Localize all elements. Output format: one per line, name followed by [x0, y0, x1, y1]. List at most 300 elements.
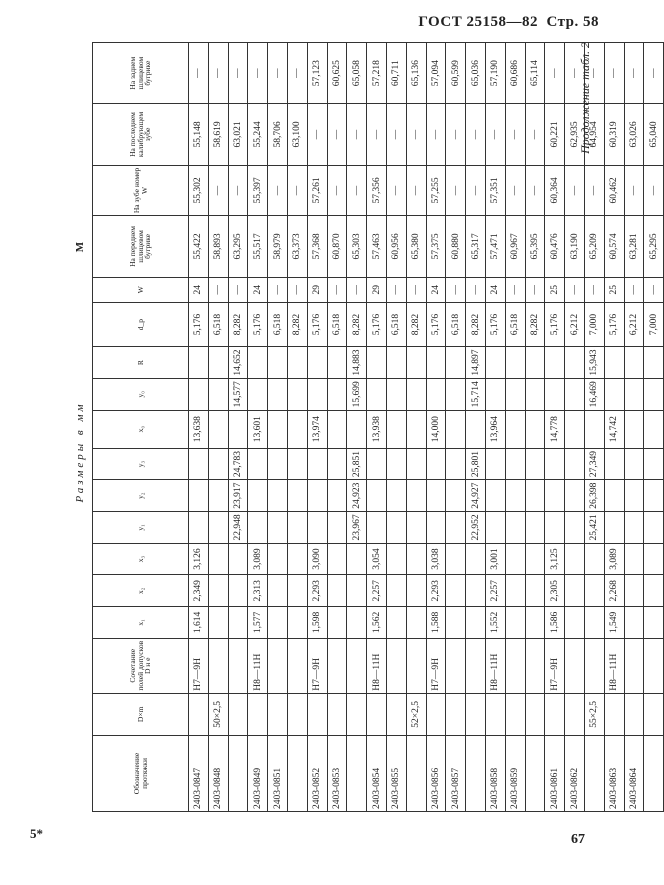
cell-designation: 2403-0854: [367, 735, 387, 811]
cell-dxm: [505, 693, 525, 735]
cell-x0: [406, 410, 426, 448]
cell-x2: [505, 575, 525, 607]
cell-y3: [268, 448, 288, 480]
cell-y2: [189, 480, 209, 512]
cell-x2: [644, 575, 664, 607]
cell-designation: [466, 735, 486, 811]
cell-x0: [268, 410, 288, 448]
cell-dp: 6,212: [624, 302, 644, 346]
cell-w: —: [327, 277, 347, 302]
table-row: [406, 43, 426, 812]
cell-x3: [386, 543, 406, 575]
cell-designation: 2403-0852: [307, 735, 327, 811]
cell-x0: [644, 410, 664, 448]
cell-dp: 6,518: [505, 302, 525, 346]
table-row: [505, 43, 525, 812]
col-header-y0: y₀: [93, 378, 189, 410]
cell-y0: [189, 378, 209, 410]
cell-y3: [386, 448, 406, 480]
col-header-r: R: [93, 347, 189, 379]
cell-y0: [485, 378, 505, 410]
cell-r: [367, 347, 387, 379]
cell-x0: [525, 410, 545, 448]
cell-y1: 25,421: [584, 512, 604, 544]
cell-designation: 2403-0849: [248, 735, 268, 811]
cell-x1: [406, 607, 426, 639]
cell-m-last: 63,026: [624, 104, 644, 165]
cell-tolerance: [386, 638, 406, 693]
cell-dxm: [604, 693, 624, 735]
table-row: [327, 43, 347, 812]
page-reference: Стр. 58: [546, 14, 599, 30]
cell-dp: 6,518: [386, 302, 406, 346]
cell-dp: 8,282: [406, 302, 426, 346]
cell-y0: [208, 378, 228, 410]
cell-x3: [406, 543, 426, 575]
cell-dxm: [485, 693, 505, 735]
cell-x0: 14,778: [545, 410, 565, 448]
cell-dxm: [466, 693, 486, 735]
cell-m-back: 65,136: [406, 43, 426, 104]
cell-y3: 24,783: [228, 448, 248, 480]
cell-y3: [287, 448, 307, 480]
cell-m-back: —: [604, 43, 624, 104]
cell-x1: 1,598: [307, 607, 327, 639]
cell-y1: [565, 512, 585, 544]
cell-dxm: [386, 693, 406, 735]
cell-y0: [426, 378, 446, 410]
cell-r: 14,652: [228, 347, 248, 379]
cell-x2: [268, 575, 288, 607]
cell-y1: [367, 512, 387, 544]
cell-m-front: 60,880: [446, 216, 466, 277]
cell-w: —: [584, 277, 604, 302]
cell-tolerance: H7—9H: [545, 638, 565, 693]
cell-m-front: 57,368: [307, 216, 327, 277]
cell-w: —: [446, 277, 466, 302]
cell-dp: 6,518: [268, 302, 288, 346]
cell-dp: 8,282: [466, 302, 486, 346]
cell-y0: [248, 378, 268, 410]
cell-x3: [208, 543, 228, 575]
continuation-label: Продолжение табл. 2: [578, 42, 592, 154]
cell-x0: [446, 410, 466, 448]
cell-r: [189, 347, 209, 379]
cell-x3: [347, 543, 367, 575]
cell-x0: [228, 410, 248, 448]
col-header-m-front: На переднем шлицевом бугрике: [93, 216, 189, 277]
cell-x1: [446, 607, 466, 639]
cell-y0: 15,714: [466, 378, 486, 410]
cell-designation: 2403-0855: [386, 735, 406, 811]
cell-y0: [624, 378, 644, 410]
cell-m-back: 60,599: [446, 43, 466, 104]
cell-dp: 7,000: [644, 302, 664, 346]
cell-dxm: [189, 693, 209, 735]
col-header-x0: x₀: [93, 410, 189, 448]
cell-dp: 6,212: [565, 302, 585, 346]
cell-y3: [189, 448, 209, 480]
cell-x1: [347, 607, 367, 639]
cell-x2: 2,293: [307, 575, 327, 607]
table-row: [287, 43, 307, 812]
cell-w: —: [287, 277, 307, 302]
cell-m-front: 60,476: [545, 216, 565, 277]
cell-m-tooth: 60,462: [604, 165, 624, 216]
cell-x1: [208, 607, 228, 639]
cell-m-tooth: —: [228, 165, 248, 216]
cell-y1: 23,967: [347, 512, 367, 544]
cell-m-front: 55,422: [189, 216, 209, 277]
cell-tolerance: [208, 638, 228, 693]
page-number: 67: [571, 832, 585, 847]
cell-tolerance: H7—9H: [426, 638, 446, 693]
cell-y1: [644, 512, 664, 544]
table-row: [367, 43, 387, 812]
cell-y1: [505, 512, 525, 544]
cell-y1: [268, 512, 288, 544]
cell-designation: [644, 735, 664, 811]
cell-dxm: [565, 693, 585, 735]
cell-y0: [268, 378, 288, 410]
cell-y2: [485, 480, 505, 512]
cell-m-last: 58,619: [208, 104, 228, 165]
cell-designation: 2403-0859: [505, 735, 525, 811]
col-header-m-tooth: На зубе номер W: [93, 165, 189, 216]
cell-m-tooth: —: [268, 165, 288, 216]
cell-y1: [189, 512, 209, 544]
cell-dp: 5,176: [307, 302, 327, 346]
cell-x0: [565, 410, 585, 448]
col-header-x3: x₃: [93, 543, 189, 575]
cell-x2: [525, 575, 545, 607]
cell-w: 25: [604, 277, 624, 302]
cell-m-front: 65,303: [347, 216, 367, 277]
col-header-m-last: На последнем калибрующем зубе: [93, 104, 189, 165]
cell-x1: [327, 607, 347, 639]
cell-m-back: 57,190: [485, 43, 505, 104]
cell-w: —: [268, 277, 288, 302]
cell-m-tooth: —: [347, 165, 367, 216]
cell-w: —: [466, 277, 486, 302]
cell-x1: [268, 607, 288, 639]
cell-r: [248, 347, 268, 379]
cell-tolerance: H7—9H: [307, 638, 327, 693]
table-row: [545, 43, 565, 812]
cell-m-last: 65,040: [644, 104, 664, 165]
table-row: [466, 43, 486, 812]
cell-y3: [525, 448, 545, 480]
cell-m-front: 57,471: [485, 216, 505, 277]
cell-m-last: 55,244: [248, 104, 268, 165]
cell-m-back: —: [248, 43, 268, 104]
cell-y1: [386, 512, 406, 544]
cell-tolerance: [327, 638, 347, 693]
cell-r: [545, 347, 565, 379]
cell-dp: 5,176: [545, 302, 565, 346]
cell-m-front: 63,295: [228, 216, 248, 277]
cell-dxm: [228, 693, 248, 735]
cell-y1: [406, 512, 426, 544]
cell-dp: 8,282: [347, 302, 367, 346]
cell-tolerance: [525, 638, 545, 693]
cell-y0: [446, 378, 466, 410]
col-header-dxm: D×m: [93, 693, 189, 735]
cell-x1: [505, 607, 525, 639]
cell-x1: [287, 607, 307, 639]
cell-x1: [525, 607, 545, 639]
cell-x2: [347, 575, 367, 607]
cell-m-front: 63,373: [287, 216, 307, 277]
table-row: [604, 43, 624, 812]
table-row: [386, 43, 406, 812]
cell-y1: 22,952: [466, 512, 486, 544]
cell-m-last: —: [505, 104, 525, 165]
cell-y2: [327, 480, 347, 512]
cell-x2: [584, 575, 604, 607]
cell-y0: 15,699: [347, 378, 367, 410]
cell-x2: [208, 575, 228, 607]
cell-m-back: —: [268, 43, 288, 104]
cell-x2: [386, 575, 406, 607]
cell-dp: 6,518: [446, 302, 466, 346]
standard-code: ГОСТ 25158—82: [418, 14, 538, 30]
cell-m-last: —: [367, 104, 387, 165]
cell-dxm: 50×2,5: [208, 693, 228, 735]
cell-w: —: [228, 277, 248, 302]
cell-m-back: —: [189, 43, 209, 104]
cell-tolerance: H8—11H: [485, 638, 505, 693]
cell-x2: 2,305: [545, 575, 565, 607]
cell-x3: [228, 543, 248, 575]
col-header-tolerance-fields: Сочетание полей допусков D н е: [93, 638, 189, 693]
page-header: [418, 14, 599, 31]
cell-m-front: 60,967: [505, 216, 525, 277]
rotated-table-region: [64, 42, 659, 812]
cell-r: [268, 347, 288, 379]
cell-m-front: 57,375: [426, 216, 446, 277]
table-row: [228, 43, 248, 812]
cell-dxm: [268, 693, 288, 735]
cell-dp: 5,176: [248, 302, 268, 346]
cell-x0: [347, 410, 367, 448]
cell-y1: 22,948: [228, 512, 248, 544]
cell-y3: [565, 448, 585, 480]
cell-m-back: 65,036: [466, 43, 486, 104]
cell-designation: [347, 735, 367, 811]
cell-r: [565, 347, 585, 379]
cell-x2: [446, 575, 466, 607]
cell-dxm: [248, 693, 268, 735]
cell-y2: [287, 480, 307, 512]
cell-tolerance: [505, 638, 525, 693]
cell-m-tooth: 57,356: [367, 165, 387, 216]
cell-designation: 2403-0848: [208, 735, 228, 811]
cell-w: 29: [307, 277, 327, 302]
cell-designation: 2403-0853: [327, 735, 347, 811]
cell-w: —: [386, 277, 406, 302]
cell-m-front: 63,281: [624, 216, 644, 277]
cell-y3: [545, 448, 565, 480]
cell-y3: [505, 448, 525, 480]
cell-m-last: 63,100: [287, 104, 307, 165]
cell-m-tooth: 60,364: [545, 165, 565, 216]
cell-y2: [406, 480, 426, 512]
table-row: [525, 43, 545, 812]
cell-x3: 3,125: [545, 543, 565, 575]
cell-m-last: 64,954: [584, 104, 604, 165]
cell-y2: [624, 480, 644, 512]
col-header-x2: x₂: [93, 575, 189, 607]
cell-m-last: —: [307, 104, 327, 165]
cell-x0: 13,938: [367, 410, 387, 448]
cell-m-tooth: —: [505, 165, 525, 216]
cell-y0: [565, 378, 585, 410]
cell-dxm: [525, 693, 545, 735]
cell-m-back: 60,686: [505, 43, 525, 104]
cell-m-tooth: 55,302: [189, 165, 209, 216]
cell-y2: [545, 480, 565, 512]
cell-x3: [505, 543, 525, 575]
cell-y2: [604, 480, 624, 512]
cell-x2: 2,313: [248, 575, 268, 607]
table-row: [307, 43, 327, 812]
cell-m-back: —: [208, 43, 228, 104]
cell-y2: [367, 480, 387, 512]
cell-x3: 3,089: [604, 543, 624, 575]
cell-tolerance: [347, 638, 367, 693]
cell-designation: 2403-0856: [426, 735, 446, 811]
cell-dxm: [327, 693, 347, 735]
cell-y3: [248, 448, 268, 480]
cell-m-front: 63,190: [565, 216, 585, 277]
cell-dp: 8,282: [525, 302, 545, 346]
cell-dxm: [624, 693, 644, 735]
cell-x1: 1,586: [545, 607, 565, 639]
cell-x2: [287, 575, 307, 607]
cell-m-last: 55,148: [189, 104, 209, 165]
cell-y1: [545, 512, 565, 544]
cell-y1: [604, 512, 624, 544]
cell-m-last: —: [426, 104, 446, 165]
cell-x1: [584, 607, 604, 639]
cell-x1: 1,552: [485, 607, 505, 639]
cell-x1: [565, 607, 585, 639]
cell-m-back: —: [624, 43, 644, 104]
cell-m-tooth: 57,255: [426, 165, 446, 216]
cell-x0: [287, 410, 307, 448]
cell-dxm: [307, 693, 327, 735]
table-row: [644, 43, 664, 812]
col-header-m-back: На заднем шлицевом бугрике: [93, 43, 189, 104]
cell-m-back: —: [228, 43, 248, 104]
cell-y2: [248, 480, 268, 512]
cell-m-tooth: —: [287, 165, 307, 216]
cell-y0: [525, 378, 545, 410]
cell-x3: 3,001: [485, 543, 505, 575]
page-mark: 5*: [30, 826, 43, 841]
cell-designation: [406, 735, 426, 811]
cell-w: —: [406, 277, 426, 302]
dimensions-heading: Размеры в мм: [74, 401, 86, 503]
table-row: [208, 43, 228, 812]
cell-m-tooth: —: [446, 165, 466, 216]
cell-y3: [604, 448, 624, 480]
cell-dp: 6,518: [208, 302, 228, 346]
cell-designation: [228, 735, 248, 811]
cell-m-last: —: [485, 104, 505, 165]
cell-y1: [208, 512, 228, 544]
cell-y2: [505, 480, 525, 512]
cell-tolerance: [644, 638, 664, 693]
cell-designation: [287, 735, 307, 811]
cell-dxm: [347, 693, 367, 735]
cell-x1: 1,562: [367, 607, 387, 639]
cell-y2: [426, 480, 446, 512]
cell-m-back: 60,711: [386, 43, 406, 104]
cell-x3: [287, 543, 307, 575]
cell-x2: 2,257: [485, 575, 505, 607]
cell-y0: [406, 378, 426, 410]
cell-y2: [525, 480, 545, 512]
cell-y3: [644, 448, 664, 480]
cell-y1: [307, 512, 327, 544]
cell-tolerance: [406, 638, 426, 693]
cell-r: [327, 347, 347, 379]
cell-y2: [565, 480, 585, 512]
cell-m-back: 57,094: [426, 43, 446, 104]
cell-designation: 2403-0851: [268, 735, 288, 811]
cell-y3: 25,801: [466, 448, 486, 480]
cell-w: 24: [485, 277, 505, 302]
table-row: [347, 43, 367, 812]
cell-dp: 7,000: [584, 302, 604, 346]
cell-m-last: 62,935: [565, 104, 585, 165]
cell-y0: [287, 378, 307, 410]
cell-w: —: [347, 277, 367, 302]
cell-y0: [307, 378, 327, 410]
cell-m-tooth: —: [386, 165, 406, 216]
cell-x0: [327, 410, 347, 448]
cell-designation: [584, 735, 604, 811]
cell-m-front: 60,574: [604, 216, 624, 277]
cell-r: [644, 347, 664, 379]
cell-x3: [644, 543, 664, 575]
cell-r: [386, 347, 406, 379]
cell-designation: 2403-0857: [446, 735, 466, 811]
cell-r: [604, 347, 624, 379]
cell-y0: [327, 378, 347, 410]
cell-designation: 2403-0861: [545, 735, 565, 811]
cell-y3: [367, 448, 387, 480]
cell-x1: 1,588: [426, 607, 446, 639]
cell-x1: 1,614: [189, 607, 209, 639]
cell-m-last: —: [347, 104, 367, 165]
cell-x2: 2,257: [367, 575, 387, 607]
cell-x1: [466, 607, 486, 639]
table-row: [189, 43, 209, 812]
cell-y3: [624, 448, 644, 480]
cell-r: [406, 347, 426, 379]
cell-y3: [485, 448, 505, 480]
cell-r: [505, 347, 525, 379]
cell-y3: [446, 448, 466, 480]
cell-x0: 13,601: [248, 410, 268, 448]
cell-x0: [208, 410, 228, 448]
cell-m-back: —: [545, 43, 565, 104]
cell-m-tooth: —: [584, 165, 604, 216]
cell-y2: 26,398: [584, 480, 604, 512]
